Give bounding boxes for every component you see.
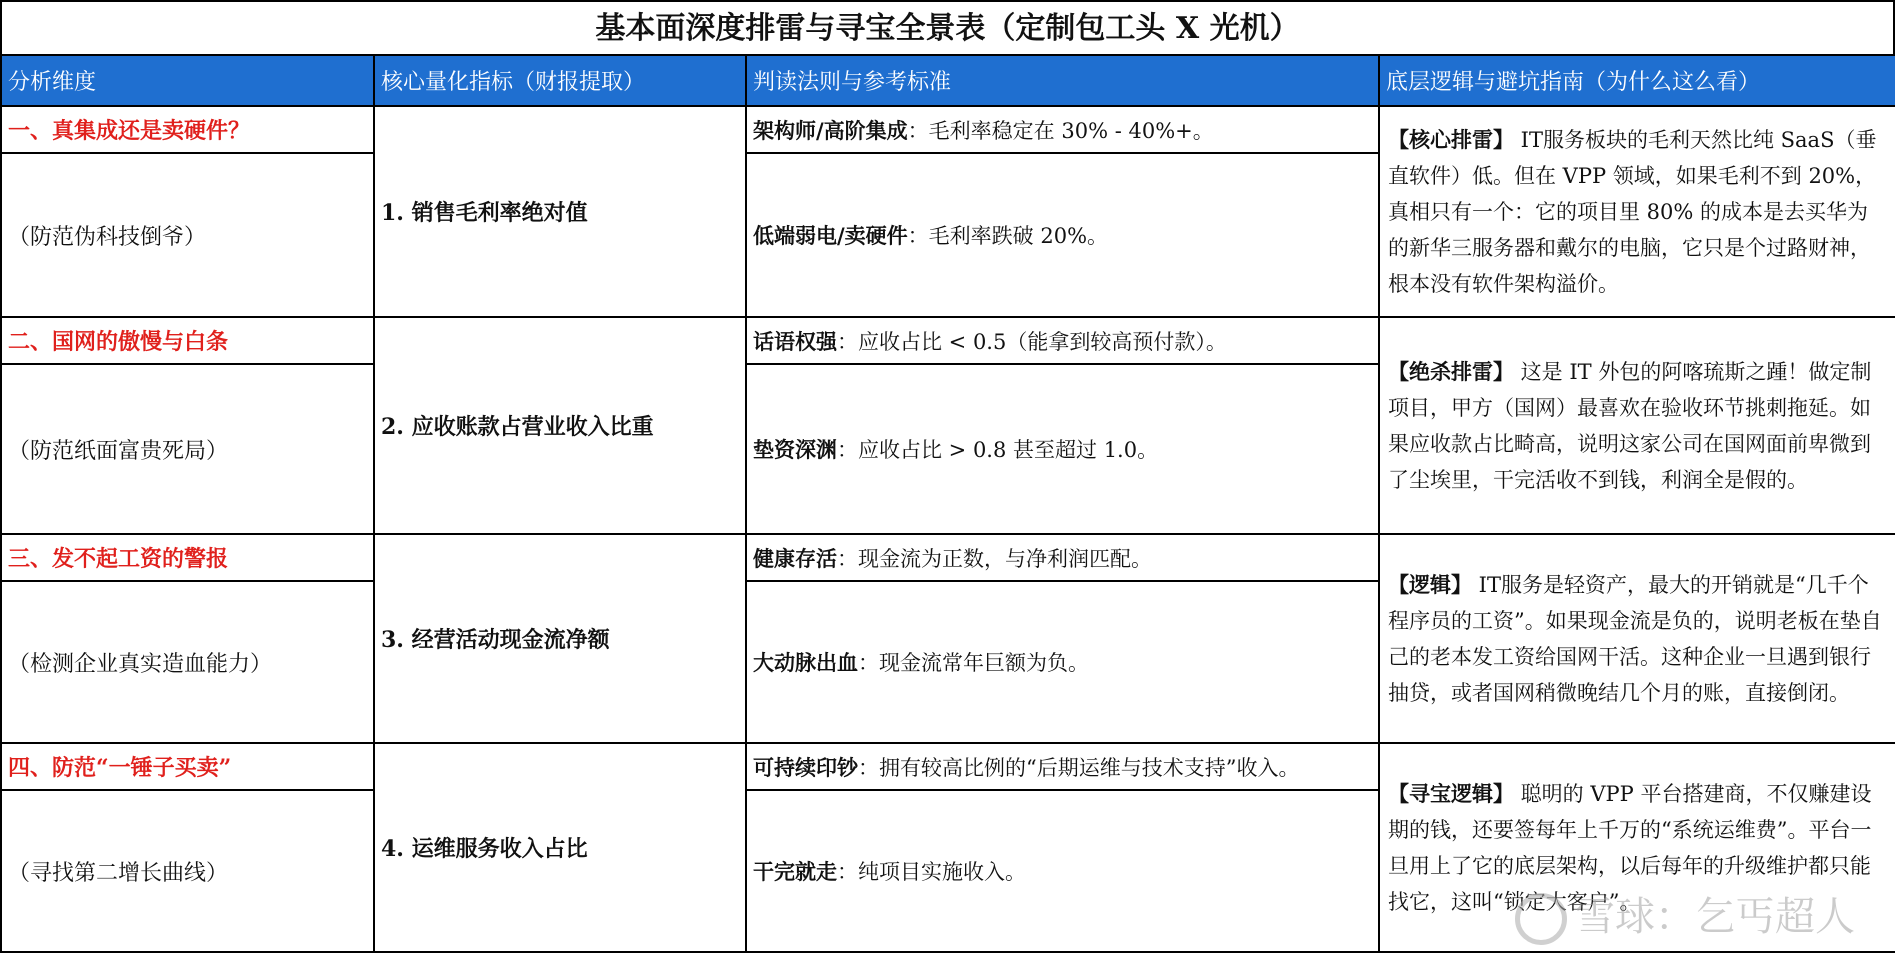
logic-text: 聪明的 VPP 平台搭建商，不仅赚建设期的钱，还要签每年上千万的“系统运维费”。平台一旦用上了它的底层架构，以后每年的升级维护都只能找它，这叫“锁定大客户”。 xyxy=(1388,781,1872,914)
rule-text: ：纯项目实施收入。 xyxy=(837,860,1026,884)
rule-label: 干完就走 xyxy=(753,859,837,884)
dimension-title: 四、防范“一锤子买卖” xyxy=(1,743,374,790)
rule-text: ：应收占比 < 0.5（能拿到较高预付款）。 xyxy=(837,329,1227,354)
rule-good xyxy=(746,106,1379,153)
dimension-desc: （寻找第二增长曲线） xyxy=(1,790,374,952)
metric-cell: 4. 运维服务收入占比 xyxy=(374,743,746,952)
rule-bad xyxy=(746,581,1379,743)
rule-label: 大动脉出血 xyxy=(753,650,858,675)
table-row xyxy=(1,534,1895,581)
rule-text: ：毛利率稳定在 30% - 40%+。 xyxy=(907,118,1214,143)
metric-cell: 3. 经营活动现金流净额 xyxy=(374,534,746,743)
table-row xyxy=(1,743,1895,790)
header-logic: 底层逻辑与避坑指南（为什么这么看） xyxy=(1379,55,1895,106)
logic-cell xyxy=(1379,534,1895,743)
rule-text: ：毛利率跌破 20%。 xyxy=(907,224,1109,248)
rule-text: ：应收占比 > 0.8 甚至超过 1.0。 xyxy=(837,438,1159,462)
rule-label: 话语权强 xyxy=(753,328,837,354)
header-rule: 判读法则与参考标准 xyxy=(746,55,1379,106)
rule-good xyxy=(746,317,1379,364)
rule-text: ：现金流为正数，与净利润匹配。 xyxy=(837,546,1152,571)
logic-label: 【逻辑】 xyxy=(1388,571,1472,597)
rule-bad xyxy=(746,364,1379,534)
rule-label: 垫资深渊 xyxy=(753,437,837,462)
logic-text: IT服务是轻资产，最大的开销就是“几千个程序员的工资”。如果现金流是负的，说明老板在垫自己的老本发工资给国网干活。这种企业一旦遇到银行抽贷，或者国网稍微晚结几个月的账，直接倒闭。 xyxy=(1388,572,1882,705)
dimension-desc: （检测企业真实造血能力） xyxy=(1,581,374,743)
rule-text: ：现金流常年巨额为负。 xyxy=(858,651,1089,675)
rule-label: 可持续印钞 xyxy=(753,754,858,780)
logic-cell xyxy=(1379,743,1895,952)
logic-label: 【核心排雷】 xyxy=(1388,126,1514,152)
metric-cell: 2. 应收账款占营业收入比重 xyxy=(374,317,746,534)
watermark-text: 雪球：乞丐超人 xyxy=(1575,894,1855,940)
rule-good xyxy=(746,534,1379,581)
logic-text: IT服务板块的毛利天然比纯 SaaS（垂直软件）低。但在 VPP 领域，如果毛利不到 20%，真相只有一个：它的项目里 80% 的成本是去买华为的新华三服务器和戴尔的电脑，它只是个过路财神，根本没有软件架构溢价。 xyxy=(1388,127,1877,296)
header-row xyxy=(1,55,1895,106)
dimension-title: 一、真集成还是卖硬件？ xyxy=(1,106,374,153)
metric-cell: 1. 销售毛利率绝对值 xyxy=(374,106,746,317)
dimension-desc: （防范伪科技倒爷） xyxy=(1,153,374,317)
table-row xyxy=(1,106,1895,153)
dimension-desc: （防范纸面富贵死局） xyxy=(1,364,374,534)
rule-label: 架构师/高阶集成 xyxy=(753,117,908,143)
rule-bad xyxy=(746,790,1379,952)
logic-cell xyxy=(1379,106,1895,317)
header-metric: 核心量化指标（财报提取） xyxy=(374,55,746,106)
dimension-title: 二、国网的傲慢与白条 xyxy=(1,317,374,364)
logic-label: 【寻宝逻辑】 xyxy=(1388,780,1514,806)
rule-bad xyxy=(746,153,1379,317)
page-title: 基本面深度排雷与寻宝全景表（定制包工头 X 光机） xyxy=(0,0,1895,54)
logic-label: 【绝杀排雷】 xyxy=(1388,358,1514,384)
header-dimension: 分析维度 xyxy=(1,55,374,106)
rule-text: ：拥有较高比例的“后期运维与技术支持”收入。 xyxy=(858,755,1300,780)
table-row xyxy=(1,317,1895,364)
rule-good xyxy=(746,743,1379,790)
logic-text: 这是 IT 外包的阿喀琉斯之踵！做定制项目，甲方（国网）最喜欢在验收环节挑刺拖延。如果应收款占比畸高，说明这家公司在国网面前卑微到了尘埃里，干完活收不到钱，利润全是假的。 xyxy=(1388,359,1872,492)
dimension-title: 三、发不起工资的警报 xyxy=(1,534,374,581)
rule-label: 健康存活 xyxy=(753,545,837,571)
rule-label: 低端弱电/卖硬件 xyxy=(753,223,908,248)
logic-cell xyxy=(1379,317,1895,534)
analysis-table xyxy=(0,54,1895,953)
